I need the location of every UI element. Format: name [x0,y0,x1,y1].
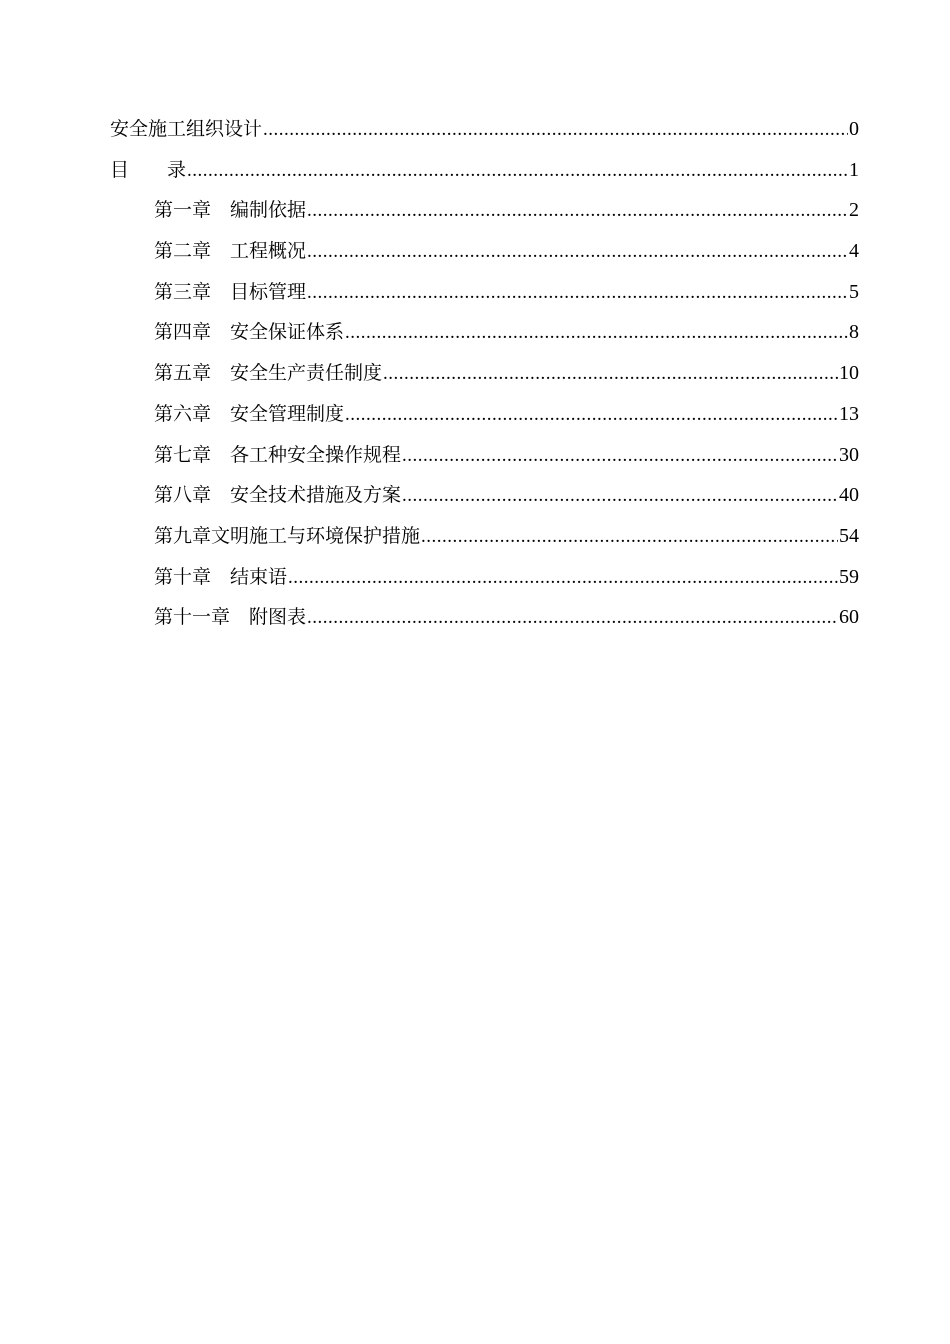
toc-entry-chapter-6[interactable] [110,400,859,441]
toc-dot-leader [307,238,848,266]
toc-entry-title: 安全施工组织设计 [110,118,263,140]
toc-entry-document-title[interactable] [110,115,859,156]
toc-entry-title: 第六章 安全管理制度 [154,402,345,425]
toc-dot-leader [383,360,838,388]
toc-entry-page: 40 [839,484,859,507]
toc-dot-leader [307,604,838,632]
toc-entry-page: 10 [839,362,859,385]
toc-entry-page: 13 [839,402,859,425]
table-of-contents [110,115,859,644]
toc-entry-title: 第三章 目标管理 [154,280,307,303]
toc-entry-page: 59 [839,565,859,588]
toc-entry-title: 目 录 [110,158,187,181]
toc-entry-title: 第七章 各工种安全操作规程 [154,443,402,466]
toc-dot-leader [263,116,848,144]
toc-entry-title: 第二章 工程概况 [154,240,307,263]
toc-entry-title: 第五章 安全生产责任制度 [154,362,383,385]
toc-entry-chapter-3[interactable] [110,278,859,319]
toc-entry-page: 54 [839,524,859,547]
toc-entry-chapter-4[interactable] [110,318,859,359]
toc-entry-chapter-9[interactable] [110,522,859,563]
toc-entry-page: 4 [849,240,859,263]
toc-entry-page: 5 [849,280,859,303]
toc-entry-page: 0 [849,118,859,140]
toc-entry-chapter-11[interactable] [110,603,859,644]
toc-dot-leader [345,319,848,347]
toc-dot-leader [421,523,838,551]
toc-entry-page: 1 [849,158,859,181]
toc-dot-leader [307,279,848,307]
toc-entry-title: 第十章 结束语 [154,565,288,588]
toc-entry-page: 8 [849,321,859,344]
toc-dot-leader [187,157,848,185]
toc-entry-title: 第九章文明施工与环境保护措施 [154,524,421,547]
toc-dot-leader [345,401,838,429]
toc-entry-chapter-10[interactable] [110,563,859,604]
toc-entry-title: 第四章 安全保证体系 [154,321,345,344]
toc-entry-chapter-8[interactable] [110,481,859,522]
toc-entry-title: 第一章 编制依据 [154,199,307,222]
toc-dot-leader [402,482,838,510]
toc-entry-page: 60 [839,606,859,629]
toc-entry-page: 2 [849,199,859,222]
toc-dot-leader [402,442,838,470]
toc-entry-contents[interactable] [110,156,859,197]
toc-entry-title: 第十一章 附图表 [154,606,307,629]
toc-entry-chapter-1[interactable] [110,196,859,237]
toc-entry-title: 第八章 安全技术措施及方案 [154,484,402,507]
toc-entry-chapter-5[interactable] [110,359,859,400]
toc-entry-chapter-2[interactable] [110,237,859,278]
toc-entry-chapter-7[interactable] [110,441,859,482]
toc-dot-leader [288,564,838,592]
toc-entry-page: 30 [839,443,859,466]
toc-dot-leader [307,197,848,225]
